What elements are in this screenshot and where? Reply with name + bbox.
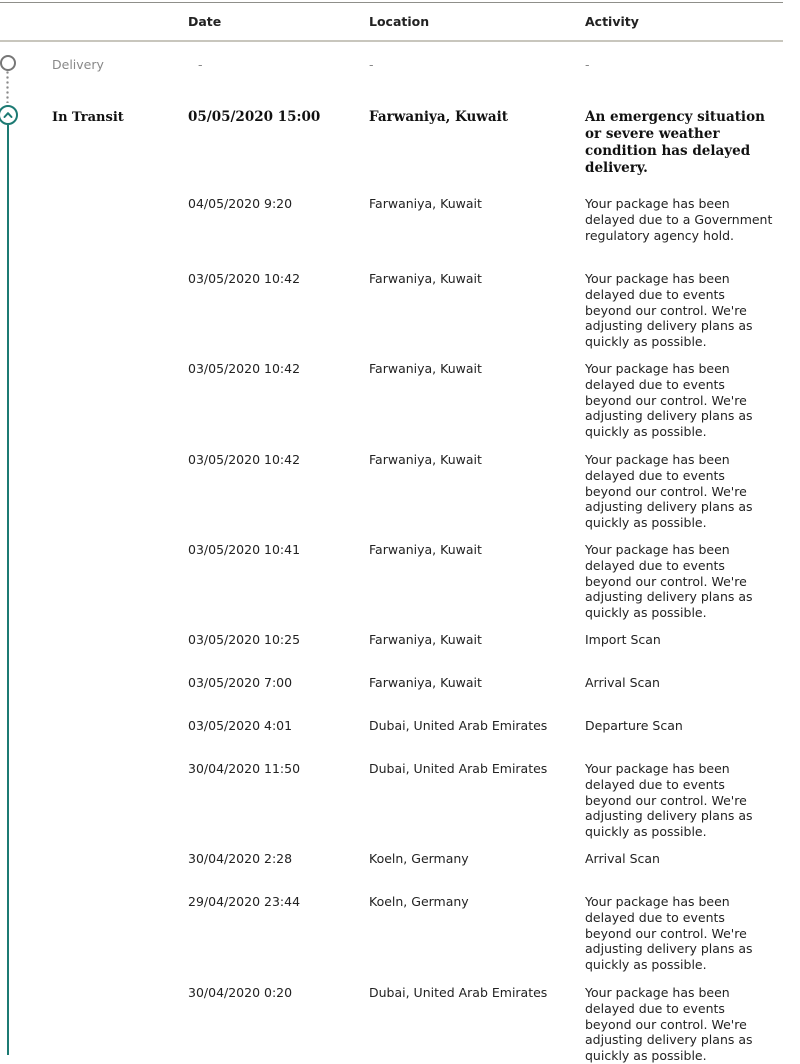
- in-transit-status-label: In Transit: [52, 110, 124, 125]
- event-location: Dubai, United Arab Emirates: [369, 985, 548, 1000]
- top-divider: [0, 2, 783, 3]
- event-date: 03/05/2020 10:25: [188, 632, 301, 647]
- event-date: 03/05/2020 10:42: [188, 452, 301, 467]
- event-activity: Departure Scan: [585, 718, 683, 733]
- event-date: 03/05/2020 10:42: [188, 361, 301, 376]
- event-date: 30/04/2020 11:50: [188, 761, 301, 776]
- delivery-location: -: [369, 57, 374, 72]
- timeline-dotted-connector: [6, 70, 9, 103]
- event-activity: Your package has been delayed due to events beyond our control. We're adjusting delivery plans as quickly as possible.: [585, 271, 753, 350]
- event-location: Farwaniya, Kuwait: [369, 452, 482, 467]
- event-date: 30/04/2020 2:28: [188, 851, 293, 866]
- event-activity: Your package has been delayed due to events beyond our control. We're adjusting delivery plans as quickly as possible.: [585, 985, 753, 1064]
- event-location: Koeln, Germany: [369, 851, 469, 866]
- event-location: Dubai, United Arab Emirates: [369, 718, 548, 733]
- in-transit-activity: An emergency situation or severe weather condition has delayed delivery.: [585, 109, 765, 176]
- event-location: Farwaniya, Kuwait: [369, 542, 482, 557]
- event-date: 03/05/2020 7:00: [188, 675, 293, 690]
- event-activity: Your package has been delayed due to events beyond our control. We're adjusting delivery plans as quickly as possible.: [585, 361, 753, 440]
- date-column-header: Date: [188, 14, 222, 29]
- event-activity: Your package has been delayed due to events beyond our control. We're adjusting delivery plans as quickly as possible.: [585, 894, 753, 973]
- event-activity: Your package has been delayed due to events beyond our control. We're adjusting delivery plans as quickly as possible.: [585, 452, 753, 531]
- activity-column-header: Activity: [585, 14, 639, 29]
- event-date: 29/04/2020 23:44: [188, 894, 301, 909]
- delivery-date: -: [198, 57, 203, 72]
- delivery-activity: -: [585, 57, 590, 72]
- event-date: 30/04/2020 0:20: [188, 985, 293, 1000]
- event-date: 03/05/2020 10:42: [188, 271, 301, 286]
- event-location: Farwaniya, Kuwait: [369, 675, 482, 690]
- chevron-up-icon[interactable]: [0, 105, 18, 125]
- event-date: 03/05/2020 4:01: [188, 718, 293, 733]
- event-activity: Arrival Scan: [585, 675, 660, 690]
- header-divider: [0, 40, 783, 42]
- timeline-line: [7, 125, 9, 1055]
- event-location: Farwaniya, Kuwait: [369, 271, 482, 286]
- event-location: Dubai, United Arab Emirates: [369, 761, 548, 776]
- event-activity: Your package has been delayed due to events beyond our control. We're adjusting delivery plans as quickly as possible.: [585, 761, 753, 840]
- event-activity: Your package has been delayed due to a Government regulatory agency hold.: [585, 196, 773, 243]
- delivery-status-label: Delivery: [52, 57, 104, 72]
- event-location: Farwaniya, Kuwait: [369, 632, 482, 647]
- in-transit-location: Farwaniya, Kuwait: [369, 109, 508, 125]
- location-column-header: Location: [369, 14, 430, 29]
- empty-circle-icon: [0, 55, 16, 71]
- event-location: Farwaniya, Kuwait: [369, 361, 482, 376]
- event-location: Farwaniya, Kuwait: [369, 196, 482, 211]
- event-date: 03/05/2020 10:41: [188, 542, 301, 557]
- in-transit-date: 05/05/2020 15:00: [188, 109, 321, 125]
- event-activity: Arrival Scan: [585, 851, 660, 866]
- event-activity: Your package has been delayed due to events beyond our control. We're adjusting delivery plans as quickly as possible.: [585, 542, 753, 621]
- event-location: Koeln, Germany: [369, 894, 469, 909]
- event-activity: Import Scan: [585, 632, 661, 647]
- event-date: 04/05/2020 9:20: [188, 196, 293, 211]
